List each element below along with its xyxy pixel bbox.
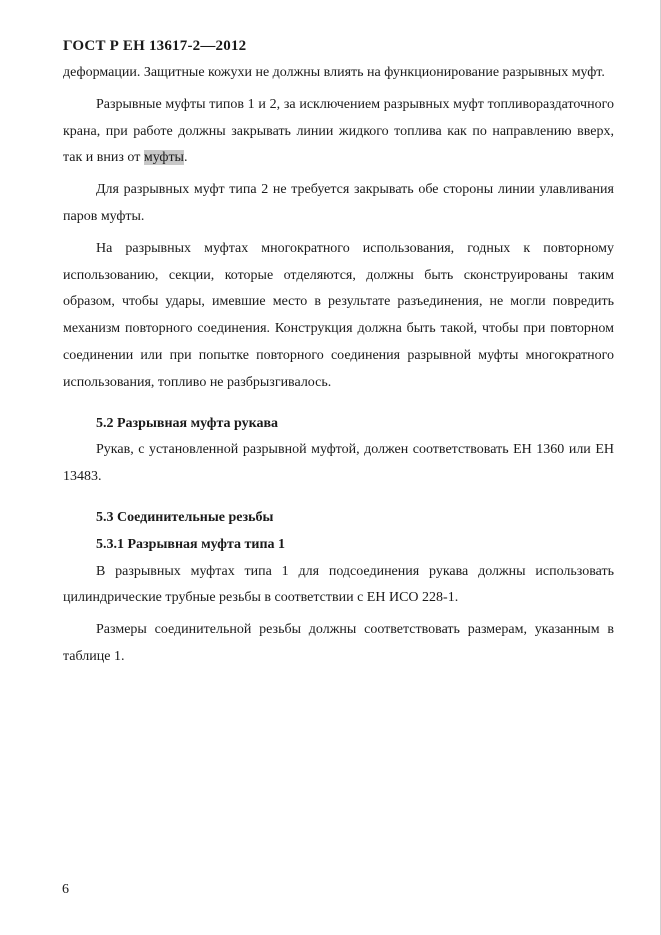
paragraph-closing-lines: [63, 92, 614, 172]
highlighted-word: муфты: [143, 150, 184, 166]
paragraph-reusable-couplings: На разрывных муфтах многократного использования, годных к повторному использованию, секции, которые отделяются, должны быть сконструированы таким образом, чтобы удары, имевшие место в результате разъединения, не могли повредить механизм повторного соединения. Конструкция должна быть такой, чтобы при повторном соединении или при попытке повторного соединения разрывной муфты многократного использования, топливо не разбрызгивалось.: [63, 240, 614, 390]
document-body: [63, 60, 614, 671]
paragraph-continuation: деформации. Защитные кожухи не должны влиять на функционирование разрывных муфт.: [63, 65, 605, 80]
paragraph-hose: Рукав, с установленной разрывной муфтой, должен соответствовать ЕН 1360 или ЕН 13483.: [63, 442, 614, 485]
section-heading-5-3-1: 5.3.1 Разрывная муфта типа 1: [96, 536, 286, 552]
paragraph-text-end: .: [183, 150, 188, 166]
paragraph-thread-sizes: Размеры соединительной резьбы должны соответствовать размерам, указанным в таблице 1.: [63, 622, 614, 664]
paragraph-text: Разрывные муфты типов 1 и 2, за исключением разрывных муфт топливораздаточного крана, при работе должны закрывать линии жидкого топлива как по направлению вверх, так и вниз от: [63, 96, 614, 166]
document-header: ГОСТ Р ЕН 13617-2—2012: [63, 38, 247, 54]
section-heading-5-2: 5.2 Разрывная муфта рукава: [96, 415, 279, 431]
section-heading-5-3: 5.3 Соединительные резьбы: [96, 509, 274, 525]
page-number: 6: [62, 882, 69, 897]
paragraph-type2-vapor: Для разрывных муфт типа 2 не требуется закрывать обе стороны линии улавливания паров муфты.: [63, 182, 614, 224]
paragraph-threads: В разрывных муфтах типа 1 для подсоединения рукава должны использовать цилиндрические трубные резьбы в соответствии с ЕН ИСО 228-1.: [63, 563, 614, 606]
